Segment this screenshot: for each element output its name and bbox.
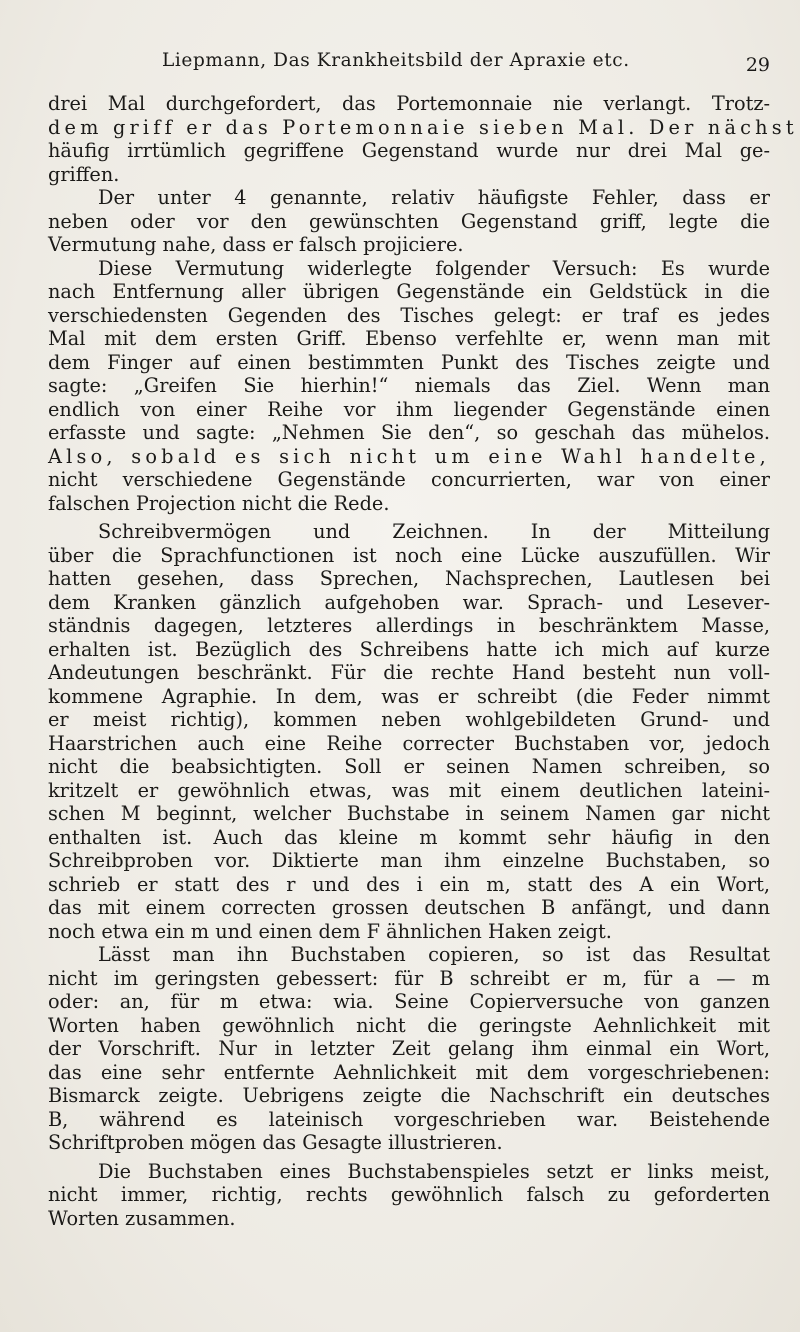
text-line: noch etwa ein m und einen dem F ähnlichen Haken zeigt. [48,919,612,943]
text-line: kritzelt er gewöhnlich etwas, was mit einem deutlichen lateini- [48,778,770,802]
text-line: Schreibproben vor. Diktierte man ihm einzelne Buchstaben, so [48,849,770,872]
text-line: griffen. [48,162,120,186]
text-line: enthalten ist. Auch das kleine m kommt sehr häufig in den [48,825,770,849]
text-line: Diese Vermutung widerlegte folgender Versuch: Es wurde [98,256,770,280]
text-line: Bismarck zeigte. Uebrigens zeigte die Nachschrift ein deutsches [48,1084,770,1107]
page-header [48,50,770,84]
page-number: 29 [745,54,770,76]
text-line: nach Entfernung aller übrigen Gegenstände ein Geldstück in die [48,280,770,303]
text-line: erfasste und sagte: „Nehmen Sie den“, so geschah das mühelos. [48,421,770,444]
body-text [48,92,798,1230]
text-line: dem griff er das Portemonnaie sieben Mal. Der nächst [48,115,798,139]
text-line: Haarstrichen auch eine Reihe correcter Buchstaben vor, jedoch [48,731,770,755]
text-line: sagte: „Greifen Sie hierhin!“ niemals das Ziel. Wenn man [48,374,770,397]
text-line: schen M beginnt, welcher Buchstabe in seinem Namen gar nicht [48,802,770,825]
text-line: falschen Projection nicht die Rede. [48,491,390,515]
paragraph-2 [48,186,770,257]
text-line: Schriftproben mögen das Gesagte illustrieren. [48,1131,503,1154]
paragraph-3 [48,257,770,516]
text-line: oder: an, für m etwa: wia. Seine Copierversuche von ganzen [48,990,770,1013]
section-heading-line: Schreibvermögen und Zeichnen. In der Mitteilung [98,520,770,543]
paragraph-4 [48,520,770,943]
text-line: häufig irrtümlich gegriffene Gegenstand wurde nur drei Mal ge- [48,139,770,162]
text-line: hatten gesehen, dass Sprechen, Nachsprechen, Lautlesen bei [48,567,770,590]
text-line: dem Kranken gänzlich aufgehoben war. Sprach- und Lesever- [48,590,770,614]
text-line: nicht im geringsten gebessert: für B schreibt er m, für a — m [48,966,770,990]
text-line: ständnis dagegen, letzteres allerdings in beschränktem Masse, [48,614,770,637]
text-line: er meist richtig), kommen neben wohlgebildeten Grund- und [48,708,770,731]
running-head: Liepmann, Das Krankheitsbild der Apraxie etc. [162,50,630,71]
text-line: erhalten ist. Bezüglich des Schreibens hatte ich mich auf kurze [48,637,770,661]
text-line: Mal mit dem ersten Griff. Ebenso verfehlte er, wenn man mit [48,327,770,350]
text-line: verschiedensten Gegenden des Tisches gelegt: er traf es jedes [48,303,770,327]
text-line: Worten haben gewöhnlich nicht die geringste Aehnlichkeit mit [48,1013,770,1037]
text-line: Der unter 4 genannte, relativ häufigste Fehler, dass er [98,186,770,209]
text-line: B, während es lateinisch vorgeschrieben war. Beistehende [48,1107,770,1131]
text-line: der Vorschrift. Nur in letzter Zeit gelang ihm einmal ein Wort, [48,1037,770,1060]
paragraph-1 [48,92,798,186]
text-line: neben oder vor den gewünschten Gegenstand griff, legte die [48,209,770,233]
text-line: nicht immer, richtig, rechts gewöhnlich falsch zu geforderten [48,1183,770,1206]
text-line: das mit einem correcten grossen deutschen B anfängt, und dann [48,896,770,919]
text-line: Also, sobald es sich nicht um eine Wahl handelte, [48,444,770,468]
text-line: schrieb er statt des r und des i ein m, statt des A ein Wort, [48,872,770,896]
text-line: dem Finger auf einen bestimmten Punkt des Tisches zeigte und [48,350,770,374]
text-line: über die Sprachfunctionen ist noch eine Lücke auszufüllen. Wir [48,543,770,567]
text-line: Lässt man ihn Buchstaben copieren, so ist das Resultat [98,943,770,966]
text-line: Vermutung nahe, dass er falsch projiciere. [48,233,464,256]
text-line: das eine sehr entfernte Aehnlichkeit mit dem vorgeschriebenen: [48,1060,770,1084]
text-line: Die Buchstaben eines Buchstabenspieles setzt er links meist, [98,1159,770,1183]
text-line: Worten zusammen. [48,1206,236,1230]
text-line: nicht die beabsichtigten. Soll er seinen Namen schreiben, so [48,755,770,778]
paragraph-5 [48,943,770,1155]
text-line: nicht verschiedene Gegenstände concurrierten, war von einer [48,468,770,491]
text-line: drei Mal durchgefordert, das Portemonnaie nie verlangt. Trotz- [48,92,770,115]
paragraph-6 [48,1160,770,1231]
text-line: endlich von einer Reihe vor ihm liegender Gegenstände einen [48,397,770,421]
text-line: Andeutungen beschränkt. Für die rechte Hand besteht nun voll- [48,661,770,684]
text-line: kommene Agraphie. In dem, was er schreibt (die Feder nimmt [48,684,770,708]
